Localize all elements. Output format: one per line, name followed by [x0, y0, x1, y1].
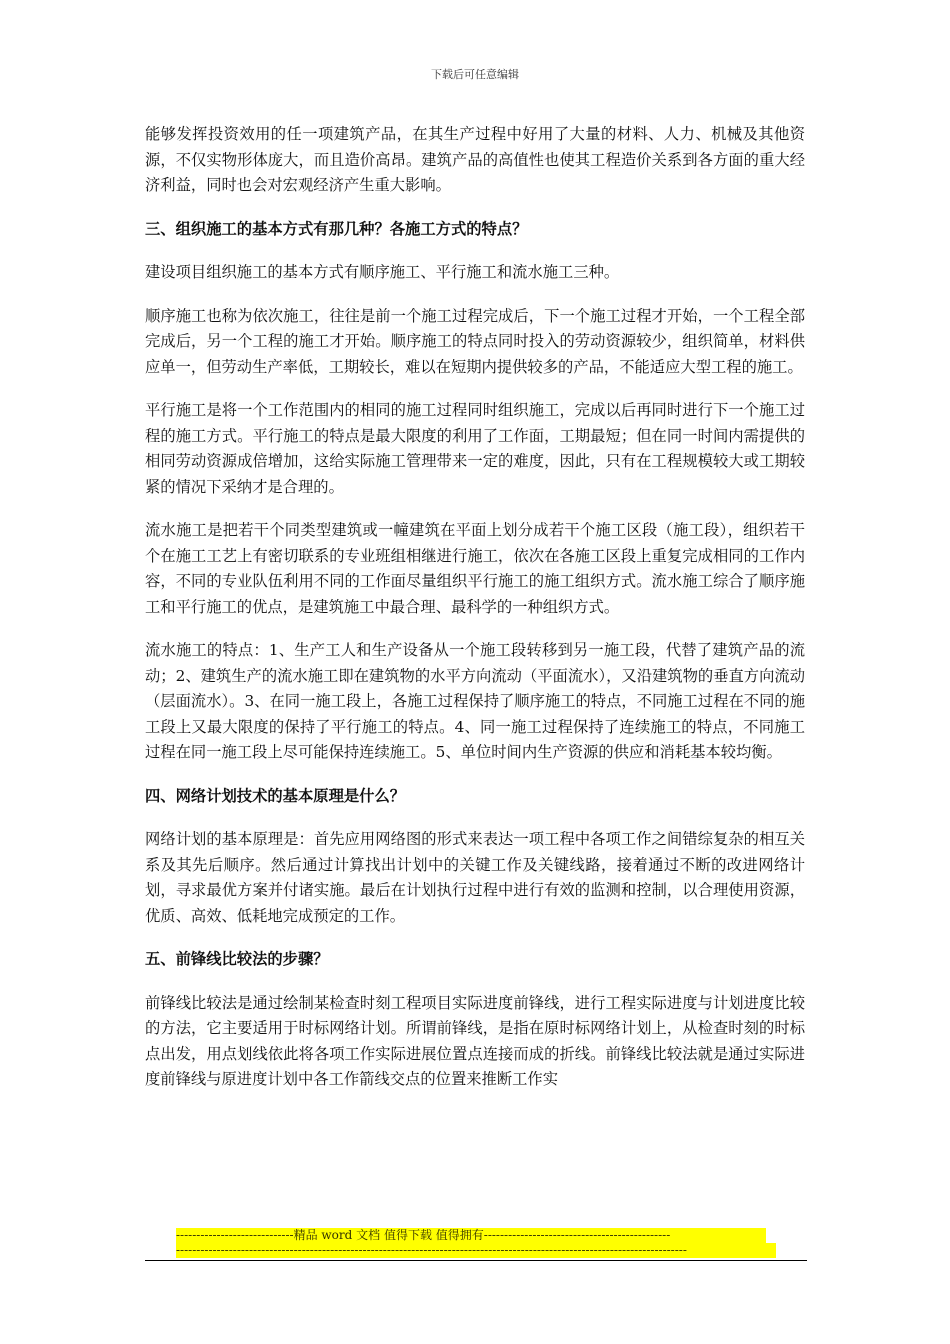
paragraph: 平行施工是将一个工作范围内的相同的施工过程同时组织施工，完成以后再同时进行下一个施工过程的施工方式。平行施工的特点是最大限度的利用了工作面，工期最短；但在同一时间内需提供的相同劳动资源成倍增加，这给实际施工管理带来一定的难度，因此，只有在工程规模较大或工期较紧的情况下采纳才是合理的。: [145, 401, 805, 496]
section-heading: 四、网络计划技术的基本原理是什么？: [145, 786, 406, 805]
section-heading: 五、前锋线比较法的步骤？: [145, 950, 329, 968]
paragraph: 网络计划的基本原理是：首先应用网络图的形式来表达一项工程中各项工作之间错综复杂的相互关系及其先后顺序。然后通过计算找出计划中的关键工作及关键线路，接着通过不断的改进网络计划，寻求最优方案并付诸实施。最后在计划执行过程中进行有效的监测和控制，以合理使用资源，优质、高效、低耗地完成预定的工作。: [145, 830, 805, 925]
footer-rule: [145, 1260, 807, 1261]
section-heading: 三、组织施工的基本方式有那几种？各施工方式的特点？: [145, 219, 528, 238]
paragraph: 前锋线比较法是通过绘制某检查时刻工程项目实际进度前锋线，进行工程实际进度与计划进度比较的方法，它主要适用于时标网络计划。所谓前锋线，是指在原时标网络计划上，从检查时刻的时标点出发，用点划线依此将各项工作实际进展位置点连接而成的折线。前锋线比较法就是通过实际进度前锋线与原进度计划中各工作箭线交点的位置来推断工作实: [145, 993, 805, 1088]
footer-dash-line: ------------------------------------------------------------------------------------------------------------------------------: [176, 1243, 776, 1258]
footer-banner: -----------------------------精品 word 文档 值得下载 值得拥有----------------------------------------------: [176, 1228, 766, 1243]
paragraph: 建设项目组织施工的基本方式有顺序施工、平行施工和流水施工三种。: [145, 263, 620, 281]
page-header: 下载后可任意编辑: [431, 68, 519, 81]
document-body: [145, 122, 805, 1111]
page-footer: [145, 1228, 807, 1261]
paragraph: 流水施工的特点：1、生产工人和生产设备从一个施工段转移到另一施工段，代替了建筑产品的流动；2、建筑生产的流水施工即在建筑物的水平方向流动（平面流水），又沿建筑物的垂直方向流动（层面流水）。3、在同一施工段上，各施工过程保持了顺序施工的特点，不同施工过程在不同的施工段上又最大限度的保持了平行施工的特点。4、同一施工过程保持了连续施工的特点，不同施工过程在同一施工段上尽可能保持连续施工。5、单位时间内生产资源的供应和消耗基本较均衡。: [145, 641, 805, 761]
paragraph: 流水施工是把若干个同类型建筑或一幢建筑在平面上划分成若干个施工区段（施工段），组织若干个在施工工艺上有密切联系的专业班组相继进行施工，依次在各施工区段上重复完成相同的工作内容，不同的专业队伍利用不同的工作面尽量组织平行施工的施工组织方式。流水施工综合了顺序施工和平行施工的优点，是建筑施工中最合理、最科学的一种组织方式。: [145, 521, 805, 616]
paragraph: 顺序施工也称为依次施工，往往是前一个施工过程完成后，下一个施工过程才开始，一个工程全部完成后，另一个工程的施工才开始。顺序施工的特点同时投入的劳动资源较少，组织简单，材料供应单一，但劳动生产率低，工期较长，难以在短期内提供较多的产品，不能适应大型工程的施工。: [145, 306, 805, 376]
paragraph: 能够发挥投资效用的任一项建筑产品，在其生产过程中好用了大量的材料、人力、机械及其他资源，不仅实物形体庞大，而且造价高昂。建筑产品的高值性也使其工程造价关系到各方面的重大经济利益，同时也会对宏观经济产生重大影响。: [145, 125, 805, 194]
